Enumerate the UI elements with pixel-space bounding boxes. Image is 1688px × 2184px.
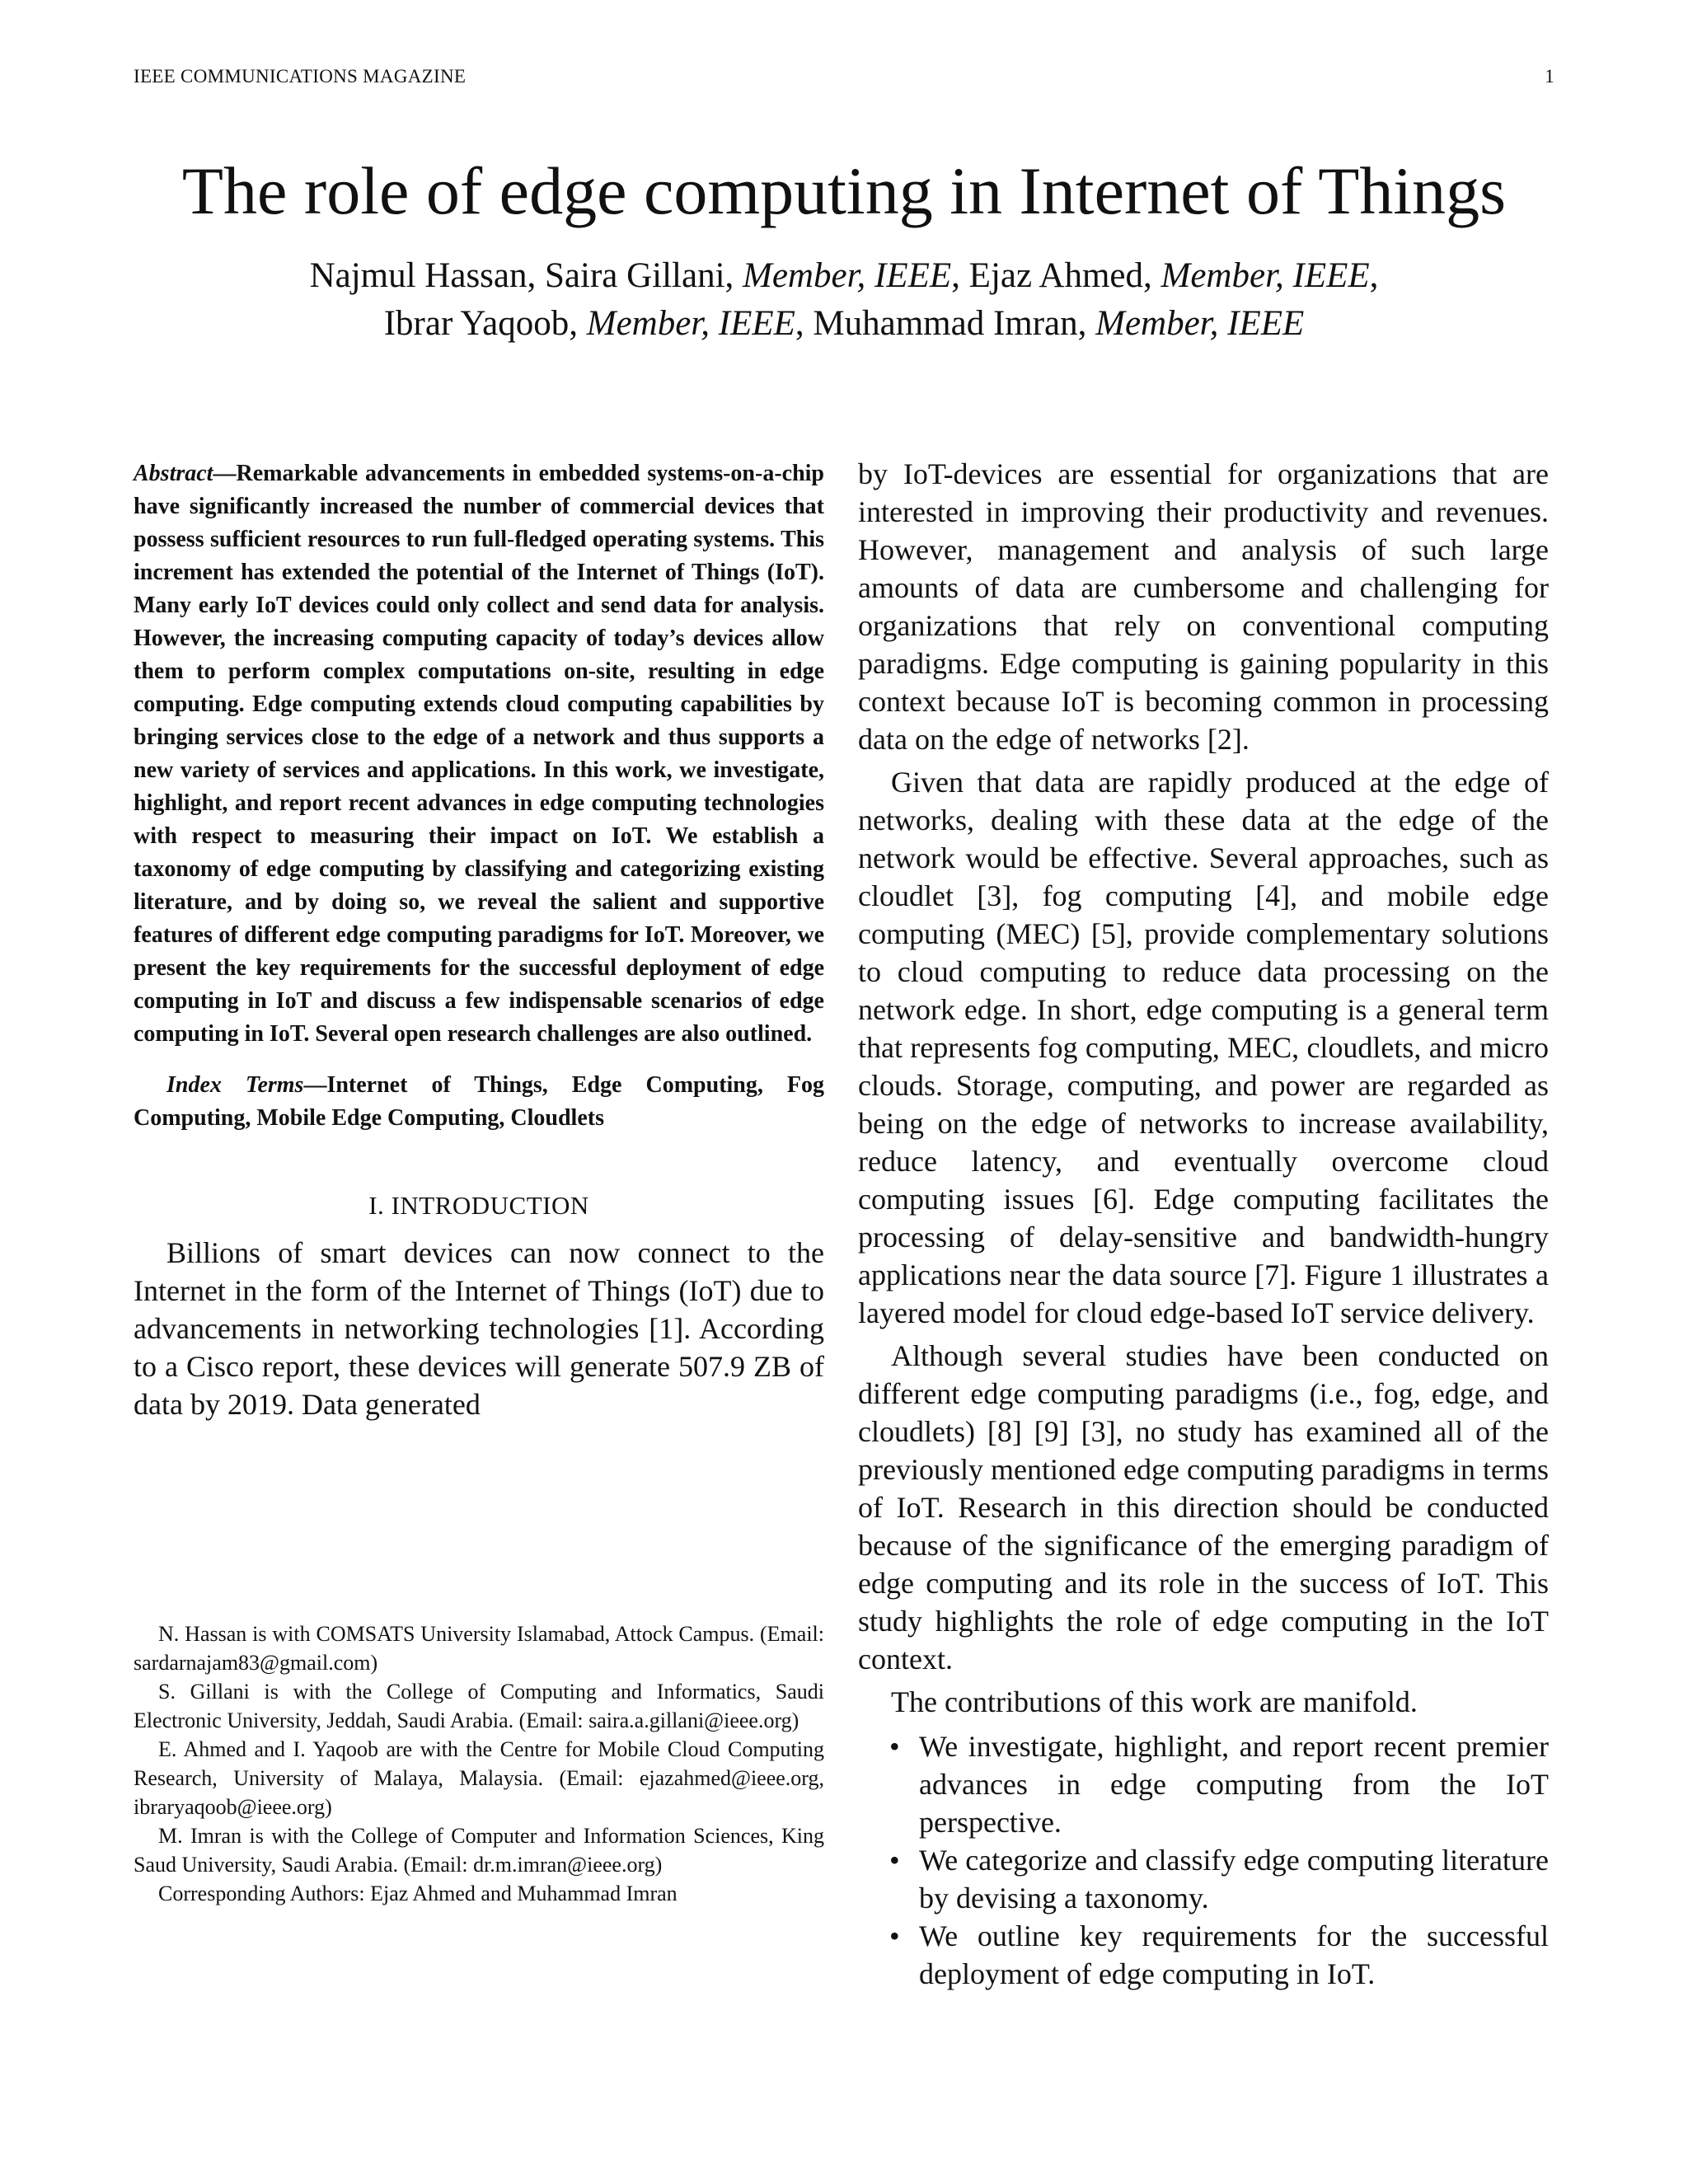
bullet-icon: • xyxy=(889,1730,900,1763)
bullet-icon: • xyxy=(889,1844,900,1877)
left-column xyxy=(134,457,824,1423)
index-terms xyxy=(134,1069,824,1135)
author-affiliation: Member, IEEE xyxy=(586,304,795,343)
intro-paragraph-1: Billions of smart devices can now connect to the Internet in the form of the Internet of Things (IoT) due to advancements in networking technologies [1]. According to a Cisco report, these devices will generate 507.9 ZB of data by 2019. Data generated xyxy=(134,1236,824,1421)
section-number: I. xyxy=(368,1191,392,1220)
footnote-gillani: S. Gillani is with the College of Computing and Informatics, Saudi Electronic University, Jeddah, Saudi Arabia. (Email: saira.a.gillani@ieee.org) xyxy=(134,1680,824,1732)
section-heading-introduction xyxy=(134,1189,824,1222)
abstract xyxy=(134,457,824,1051)
author-names-4: , Muhammad Imran, xyxy=(795,304,1096,343)
footnote-hassan: N. Hassan is with COMSATS University Islamabad, Attock Campus. (Email: sardarnajam83@gmail.com) xyxy=(134,1622,824,1675)
footnotes xyxy=(134,1619,824,1908)
list-item-text: We outline key requirements for the successful deployment of edge computing in IoT. xyxy=(919,1919,1549,1990)
index-terms-label: Index Terms xyxy=(166,1072,304,1098)
running-head xyxy=(134,66,1554,91)
journal-name: IEEE COMMUNICATIONS MAGAZINE xyxy=(134,66,467,87)
author-names-2: , Ejaz Ahmed, xyxy=(951,256,1161,295)
list-item-text: We investigate, highlight, and report recent premier advances in edge computing from the IoT perspective. xyxy=(919,1730,1549,1839)
footnote-ahmed-yaqoob: E. Ahmed and I. Yaqoob are with the Centre for Mobile Cloud Computing Research, University of Malaya, Malaysia. (Email: ejazahmed@ieee.org, ibraryaqoob@ieee.org) xyxy=(134,1737,824,1819)
abstract-label: Abstract xyxy=(134,461,213,486)
section-title-rest: NTRODUCTION xyxy=(400,1191,589,1220)
list-item xyxy=(858,1727,1549,1841)
paper-title: The role of edge computing in Internet of Things xyxy=(181,153,1507,228)
list-item-text: We categorize and classify edge computing literature by devising a taxonomy. xyxy=(919,1844,1549,1915)
list-item xyxy=(858,1917,1549,1993)
author-line-2 xyxy=(124,300,1564,348)
list-item xyxy=(858,1841,1549,1917)
author-names-3: Ibrar Yaqoob, xyxy=(383,304,587,343)
author-affiliation: Member, IEEE xyxy=(1160,256,1370,295)
intro-paragraph-3: Although several studies have been conducted on different edge computing paradigms (i.e., fog, edge, and cloudlets) [8] [9] [3], no study has examined all of the previously mentioned edge computing paradigms in terms of IoT. Research in this direction should be conducted because of the significance of the emerging paradigm of edge computing and its role in the success of IoT. This study highlights the role of edge computing in the IoT context. xyxy=(858,1339,1549,1675)
intro-paragraph-2: Given that data are rapidly produced at the edge of networks, dealing with these data at the edge of the network would be effective. Several approaches, such as cloudlet [3], fog computing [4], and mobile edge computing (MEC) [5], provide complementary solutions to cloud computing to reduce data processing on the network edge. In short, edge computing is a general term that represents fog computing, MEC, cloudlets, and micro clouds. Storage, computing, and power are regarded as being on the edge of networks to increase availability, reduce latency, and eventually overcome cloud computing issues [6]. Edge computing facilitates the processing of delay-sensitive and bandwidth-hungry applications near the data source [7]. Figure 1 illustrates a layered model for cloud edge-based IoT service delivery. xyxy=(858,766,1549,1329)
page-number: 1 xyxy=(1545,66,1554,87)
footnote-corresponding: Corresponding Authors: Ejaz Ahmed and Muhammad Imran xyxy=(158,1882,678,1905)
contributions-list xyxy=(858,1727,1549,1993)
author-separator: , xyxy=(1369,256,1379,295)
intro-paragraph-4: The contributions of this work are manifold. xyxy=(891,1685,1418,1718)
author-names-1: Najmul Hassan, Saira Gillani, xyxy=(309,256,743,295)
author-affiliation: Member, IEEE xyxy=(743,256,952,295)
section-initial: I xyxy=(391,1191,401,1220)
index-terms-text: —Internet of Things, Edge Computing, Fog Computing, Mobile Edge Computing, Cloudlets xyxy=(134,1072,824,1131)
bullet-icon: • xyxy=(889,1919,900,1952)
intro-paragraph-1-continued: by IoT-devices are essential for organizations that are interested in improving their productivity and revenues. However, management and analysis of such large amounts of data are cumbersome and challenging for organizations that rely on conventional computing paradigms. Edge computing is gaining popularity in this context because IoT is becoming common in processing data on the edge of networks [2]. xyxy=(858,457,1549,756)
abstract-text: —Remarkable advancements in embedded systems-on-a-chip have significantly increased the number of commercial devices that possess sufficient resources to run full-fledged operating systems. This increment has extended the potential of the Internet of Things (IoT). Many early IoT devices could only collect and send data for analysis. However, the increasing computing capacity of today’s devices allow them to perform complex computations on-site, resulting in edge computing. Edge computing extends cloud computing capabilities by bringing services close to the edge of a network and thus supports a new variety of services and applications. In this work, we investigate, highlight, and report recent advances in edge computing technologies with respect to measuring their impact on IoT. We establish a taxonomy of edge computing by classifying and categorizing existing literature, and by doing so, we reveal the salient and supportive features of different edge computing paradigms for IoT. Moreover, we present the key requirements for the successful deployment of edge computing in IoT and discuss a few indispensable scenarios of edge computing in IoT. Several open research challenges are also outlined. xyxy=(134,461,824,1047)
footnote-imran: M. Imran is with the College of Computer and Information Sciences, King Saud University, Saudi Arabia. (Email: dr.m.imran@ieee.org) xyxy=(134,1824,824,1877)
author-list xyxy=(124,252,1564,348)
author-line-1 xyxy=(124,252,1564,300)
author-affiliation: Member, IEEE xyxy=(1095,304,1305,343)
right-column xyxy=(858,455,1549,1993)
